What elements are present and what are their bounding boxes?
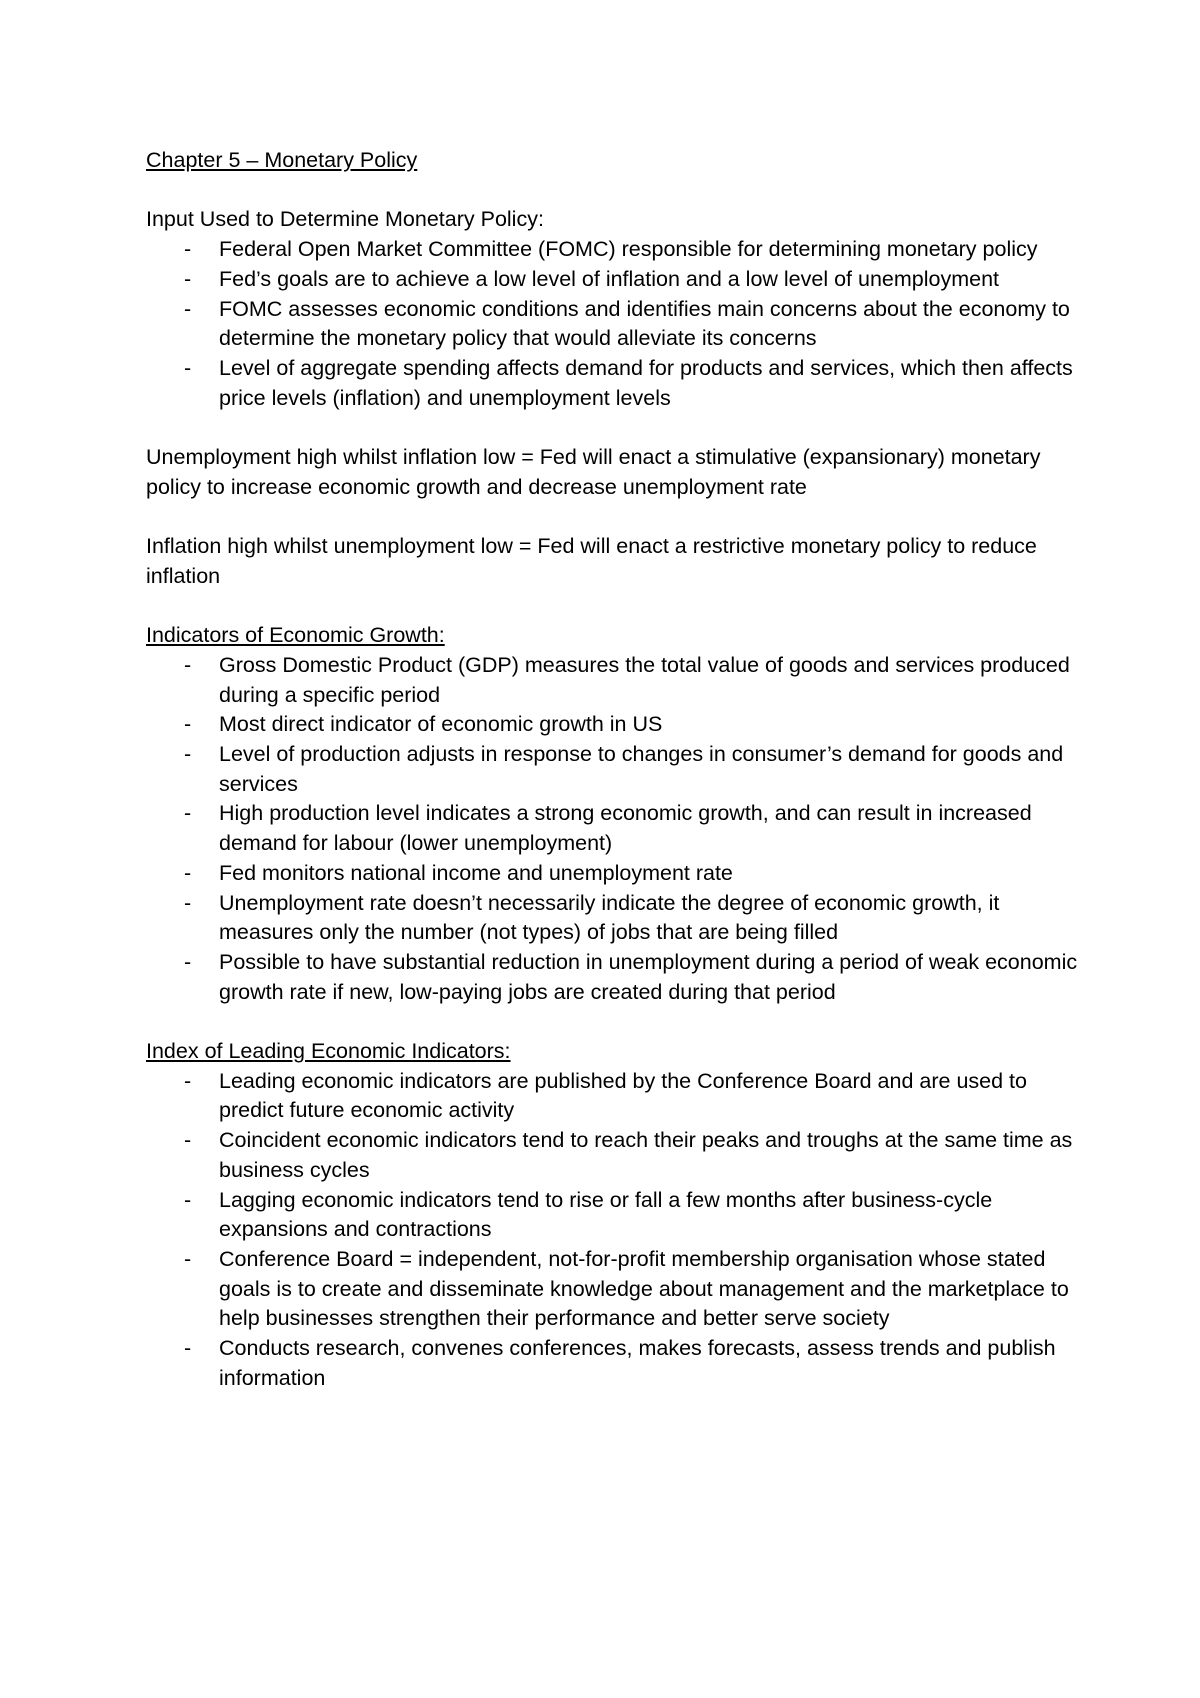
list-item-text: Most direct indicator of economic growth in US	[219, 712, 663, 737]
dash-bullet: -	[184, 1068, 192, 1093]
list-item-text: Unemployment rate doesn’t necessarily indicate the degree of economic growth, it measures only the number (not types) of jobs that are being filled	[219, 890, 1000, 945]
list-item	[146, 1186, 1086, 1245]
bullet-list-leading	[146, 1067, 1086, 1394]
list-item-text: Gross Domestic Product (GDP) measures the total value of goods and services produced during a specific period	[219, 652, 1070, 707]
spacer	[146, 413, 1086, 443]
list-item	[146, 265, 1086, 295]
list-item-text: Fed’s goals are to achieve a low level of inflation and a low level of unemployment	[219, 266, 1000, 291]
dash-bullet: -	[184, 355, 192, 380]
dash-bullet: -	[184, 890, 192, 915]
dash-bullet: -	[184, 266, 192, 291]
list-item	[146, 799, 1086, 858]
dash-bullet: -	[184, 296, 192, 321]
dash-bullet: -	[184, 949, 192, 974]
list-item	[146, 1067, 1086, 1126]
list-item	[146, 354, 1086, 413]
spacer	[146, 502, 1086, 532]
list-item-text: Fed monitors national income and unemployment rate	[219, 860, 733, 885]
section-heading-leading: Index of Leading Economic Indicators:	[146, 1039, 511, 1064]
list-item-text: Conference Board = independent, not-for-profit membership organisation whose stated goals is to create and disseminate knowledge about management and the marketplace to help businesses strengthen their performance and better serve society	[219, 1246, 1069, 1331]
list-item	[146, 859, 1086, 889]
list-item	[146, 740, 1086, 799]
list-item-text: Level of aggregate spending affects demand for products and services, which then affects price levels (inflation) and unemployment levels	[219, 355, 1073, 410]
dash-bullet: -	[184, 1336, 192, 1361]
list-item-text: High production level indicates a strong economic growth, and can result in increased demand for labour (lower unemployment)	[219, 801, 1032, 856]
spacer	[146, 1007, 1086, 1037]
section-heading-growth: Indicators of Economic Growth:	[146, 623, 445, 648]
list-item	[146, 948, 1086, 1007]
list-item	[146, 710, 1086, 740]
spacer	[146, 592, 1086, 622]
list-item	[146, 295, 1086, 354]
list-item	[146, 235, 1086, 265]
list-item-text: Coincident economic indicators tend to reach their peaks and troughs at the same time as business cycles	[219, 1128, 1073, 1182]
paragraph-restrictive: Inflation high whilst unemployment low = Fed will enact a restrictive monetary policy to reduce inflation	[146, 534, 1037, 588]
document-title: Chapter 5 – Monetary Policy	[146, 148, 418, 172]
list-item	[146, 1245, 1086, 1334]
bullet-list-growth	[146, 651, 1086, 1007]
bullet-list-input	[146, 235, 1086, 413]
list-item-text: Conducts research, convenes conferences, makes forecasts, assess trends and publish information	[219, 1336, 1056, 1390]
dash-bullet: -	[184, 652, 192, 677]
dash-bullet: -	[184, 237, 192, 262]
dash-bullet: -	[184, 1128, 192, 1153]
paragraph-stimulative: Unemployment high whilst inflation low = Fed will enact a stimulative (expansionary) monetary policy to increase economic growth and decrease unemployment rate	[146, 445, 1041, 499]
list-item-text: Possible to have substantial reduction in unemployment during a period of weak economic growth rate if new, low-paying jobs are created during that period	[219, 949, 1078, 1004]
document-page	[146, 146, 1086, 1393]
dash-bullet: -	[184, 712, 192, 737]
list-item-text: Lagging economic indicators tend to rise or fall a few months after business-cycle expansions and contractions	[219, 1187, 993, 1242]
list-item-text: Federal Open Market Committee (FOMC) responsible for determining monetary policy	[219, 237, 1038, 262]
dash-bullet: -	[184, 742, 192, 766]
spacer	[146, 176, 1086, 206]
list-item-text: FOMC assesses economic conditions and identifies main concerns about the economy to determine the monetary policy that would alleviate its concerns	[219, 296, 1070, 351]
list-item	[146, 1334, 1086, 1393]
dash-bullet: -	[184, 1187, 192, 1212]
section-heading-input: Input Used to Determine Monetary Policy:	[146, 207, 544, 232]
list-item-text: Leading economic indicators are published by the Conference Board and are used to predict future economic activity	[219, 1068, 1027, 1123]
list-item	[146, 651, 1086, 710]
list-item	[146, 1126, 1086, 1185]
list-item-text: Level of production adjusts in response to changes in consumer’s demand for goods and services	[219, 742, 1064, 796]
dash-bullet: -	[184, 1246, 192, 1271]
dash-bullet: -	[184, 801, 192, 826]
dash-bullet: -	[184, 860, 192, 885]
list-item	[146, 889, 1086, 948]
